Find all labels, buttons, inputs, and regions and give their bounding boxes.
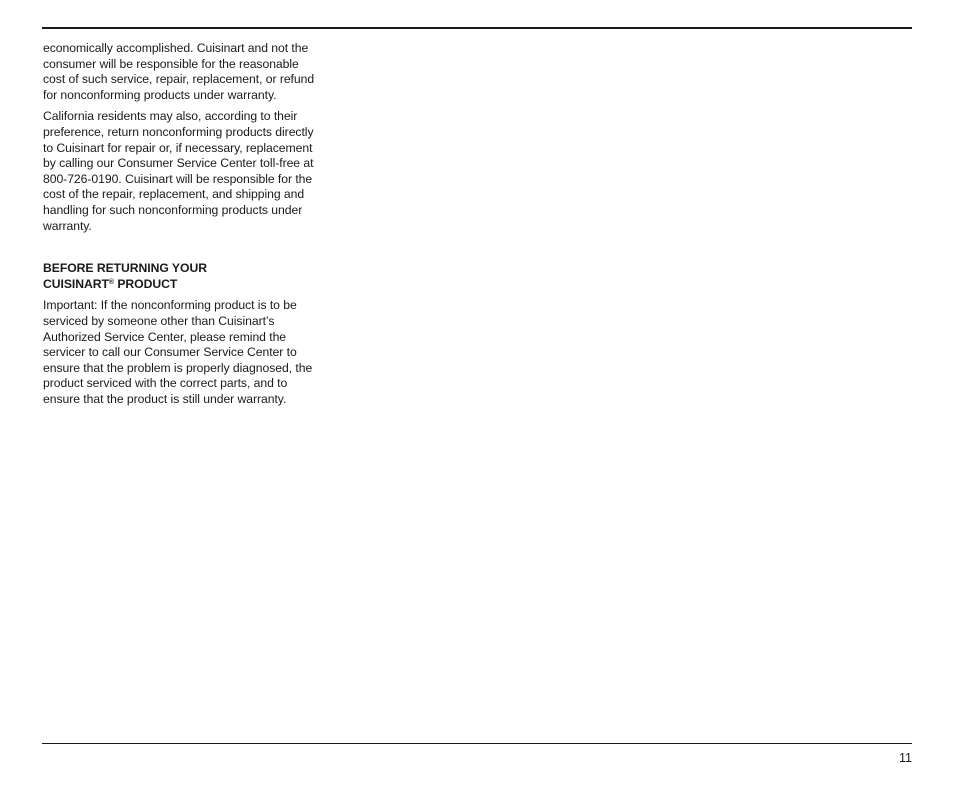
section-heading-line-1: BEFORE RETURNING YOUR [43, 261, 207, 276]
heading-product: PRODUCT [114, 276, 178, 291]
page-number: 11 [899, 751, 912, 765]
heading-brand: CUISINART [43, 276, 109, 291]
text-column [43, 41, 323, 413]
registered-mark: ® [108, 278, 115, 286]
bottom-divider [42, 743, 912, 744]
top-divider [42, 27, 912, 29]
paragraph-california-residents: California residents may also, according to their preference, return nonconforming products directly to Cuisinart for repair or, if necessary, replacement by calling our Consumer Service Center toll-free at 800-726-0190. Cuisinart will be responsible for the cost of the repair, replacement, and shipping and handling for such nonconforming products under warranty. [43, 109, 314, 233]
paragraph-important: Important: If the nonconforming product is to be serviced by someone other than Cuisinart’s Authorized Service Center, please remind the servicer to call our Consumer Service Center to ensure that the problem is properly diagnosed, the product serviced with the correct parts, and to ensure that the product is still under warranty. [43, 298, 313, 406]
section-heading [43, 261, 323, 292]
section-heading-line-2 [43, 277, 323, 293]
paragraph-continued: economically accomplished. Cuisinart and not the consumer will be responsible for the reasonable cost of such service, repair, replacement, or refund for nonconforming products under warranty. [43, 41, 315, 102]
